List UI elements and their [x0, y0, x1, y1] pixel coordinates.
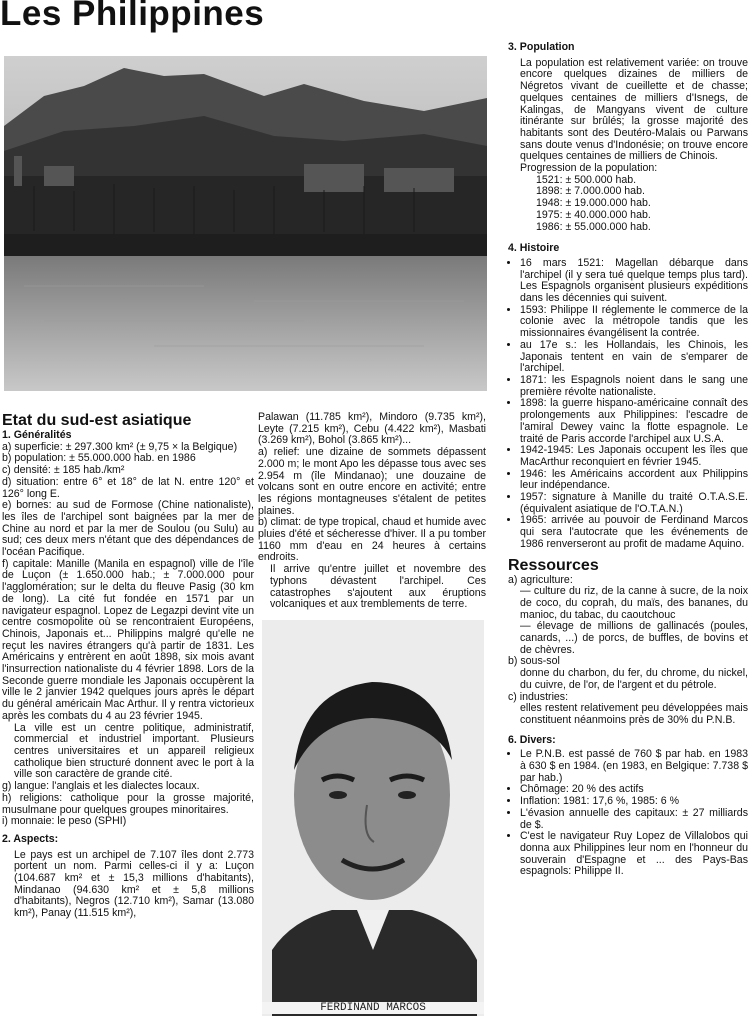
res-industries: c) industries: — [508, 690, 569, 703]
res-sous-sol: b) sous-sol — [508, 655, 560, 668]
section-histoire: 4. Histoire — [508, 242, 560, 255]
res-elevage: — élevage de millions de gallinacés (poules, canards, ...) de porcs, de buffles, de bovins et de chèvres. — [520, 620, 748, 656]
section-generalites: 1. Généralités — [2, 429, 72, 441]
gen-ville: La ville est un centre politique, administratif, commercial et industriel important. Plusieurs centres universitaires et un appareil religieux catholique bien structuré donnent avec le port à la ville son caractère de grande cité. — [14, 721, 254, 781]
history-item: • 1898: la guerre hispano-américaine connaît des prolongements aux Philippines: l'escadre de l'amiral Dewey vainc la flotte espagnole. Le traité de Paris accorde l'archipel aux U.S.A. — [520, 398, 748, 445]
history-item: • 16 mars 1521: Magellan débarque dans l'archipel (il y sera tué quelque temps plus tard). Les Espagnols organisent plusieurs expéditions dans les décennies qui suivent. — [520, 258, 748, 305]
divers-item: • Inflation: 1981: 17,6 %, 1985: 6 % — [520, 796, 748, 808]
page-title: Les Philippines — [0, 0, 265, 33]
section-ressources: Ressources — [508, 556, 599, 574]
progression-row: 1975: ± 40.000.000 hab. — [536, 208, 651, 221]
divers-item: • L'évasion annuelle des capitaux: ± 27 milliards de $. — [520, 808, 748, 831]
islands-text: Palawan (11.785 km²), Mindoro (9.735 km²), Leyte (7.215 km²), Cebu (4.422 km²), Masbati (3.269 km²), Bohol (3.865 km²)... — [258, 411, 486, 447]
progression-row: 1898: ± 7.000.000 hab. — [536, 185, 645, 198]
res-cultures: — culture du riz, de la canne à sucre, de la noix de coco, du coprah, du maïs, des bananes, du manioc, du tabac, du caoutchouc — [520, 585, 748, 621]
relief-text: a) relief: une dizaine de sommets dépassent 2.000 m; le mont Apo les dépasse tous avec ses 2.954 m (île Mindanao); une douzaine de volcans sont en outre encore en activité; entre les régions montagneuses s'étalent de petites plaines. — [258, 446, 486, 517]
photo-caption: FERDINAND MARCOS — [262, 1002, 484, 1014]
history-item: • au 17e s.: les Hollandais, les Chinois, les Japonais tentent en vain de s'emparer de l'archipel. — [520, 340, 748, 375]
typhons-text: Il arrive qu'entre juillet et novembre des typhons dévastent l'archipel. Ces catastrophes s'ajoutent aux éruptions volcaniques et aux tremblements de terre. — [270, 563, 486, 611]
res-industries-text: elles restent relativement peu développées mais constituent néanmoins près de 30% du P.N.B. — [520, 702, 748, 726]
gen-densite: c) densité: ± 185 hab./km² — [2, 464, 125, 477]
gen-monnaie: i) monnaie: le peso (SPHI) — [2, 815, 127, 828]
column-1 — [2, 412, 254, 920]
gen-situation: d) situation: entre 6° et 18° de lat N. entre 120° et 126° long E. — [2, 475, 254, 500]
section-divers: 6. Divers: — [508, 733, 556, 746]
divers-item: • Chômage: 20 % des actifs — [520, 784, 748, 796]
population-text: La population est relativement variée: on trouve encore quelques dizaines de milliers de Négretos vivant de cueillette et de chasse; quelques centaines de milliers d'Isnegs, de Kalingas, de Mangyans vivent de culture itinérante sur brûlés; la grosse majorité des habitants sont des Deutéro-Malais ou Parwans sans doute venus d'Indonésie; on trouve encore quelques centaines de milliers de Chinois. — [520, 56, 748, 163]
gen-superficie: a) superficie: ± 297.300 km² (± 9,75 × la Belgique) — [2, 440, 238, 453]
subtitle: Etat du sud-est asiatique — [2, 412, 192, 429]
progression-title: Progression de la population: — [520, 162, 658, 175]
section-population: 3. Population — [508, 41, 575, 53]
history-item: • 1957: signature à Manille du traité O.T.A.S.E. (équivalent asiatique de l'O.T.A.N.) — [520, 492, 748, 515]
history-item: • 1942-1945: Les Japonais occupent les îles que MacArthur reconquiert en février 1945. — [520, 445, 748, 468]
history-item: • 1965: arrivée au pouvoir de Ferdinand Marcos qui sera l'autocrate que les événements de 1986 renverseront au profit de madame Aquino. — [520, 515, 748, 550]
progression-row: 1521: ± 500.000 hab. — [536, 173, 637, 186]
divers-item: • C'est le navigateur Ruy Lopez de Villalobos qui donna aux Philippines leur nom en l'honneur du souverain d'Espagne et ... des Pays-Bas espagnols: Philippe II. — [520, 831, 748, 878]
res-mines: donne du charbon, du fer, du chrome, du nickel, du cuivre, de l'or, de l'argent et du pétrole. — [520, 667, 748, 691]
column-2 — [258, 412, 486, 611]
history-list — [508, 258, 748, 551]
aspects-text: Le pays est un archipel de 7.107 îles dont 2.773 portent un nom. Parmi celles-ci il y a: Luçon (104.687 km² et ± 15,3 millions d'habitants), Mindanao (94.630 km² et ± 5,8 millions d'habitants), Negros (12.710 km²), Samar (13.080 km²), Panay (11.515 km²), — [14, 848, 254, 920]
res-agriculture: a) agriculture: — [508, 573, 573, 586]
gen-population: b) population: ± 55.000.000 hab. en 1986 — [2, 452, 196, 465]
climat-text: b) climat: de type tropical, chaud et humide avec pluies d'été et sécheresse d'hiver. Il a pu tomber 1160 mm d'eau en 24 heures à certains endroits. — [258, 516, 486, 564]
divers-list — [508, 749, 748, 878]
divers-item: • Le P.N.B. est passé de 760 $ par hab. en 1983 à 630 $ en 1984. (en 1983, en Belgique: 7.738 $ par hab.) — [520, 749, 748, 784]
progression-row: 1986: ± 55.000.000 hab. — [536, 220, 651, 233]
gen-langue: g) langue: l'anglais et les dialectes locaux. — [2, 780, 200, 793]
history-item: • 1871: les Espagnols noient dans le sang une première révolte nationaliste. — [520, 375, 748, 398]
gen-religions: h) religions: catholique pour la grosse majorité, musulmane pour quelques groupes minoritaires. — [2, 791, 254, 816]
marcos-photo — [262, 620, 484, 1016]
section-aspects: 2. Aspects: — [2, 832, 59, 845]
column-3 — [508, 42, 748, 878]
history-item: • 1946: les Américains accordent aux Philippins leur indépendance. — [520, 469, 748, 492]
harbor-photo — [4, 56, 487, 391]
progression-row: 1948: ± 19.000.000 hab. — [536, 197, 651, 210]
history-item: • 1593: Philippe II réglemente le commerce de la colonie avec la métropole tandis que les missionnaires évangélisent la contrée. — [520, 305, 748, 340]
gen-bornes: e) bornes: au sud de Formose (Chine nationaliste), les îles de l'archipel sont baignées par la mer de Chine au nord et par la mer de Soulou (ou Sulu) au sud; ces deux mers n'étant que des dépendances de l'océan Pacifique. — [2, 499, 254, 559]
gen-capitale: f) capitale: Manille (Manila en espagnol) ville de l'île de Luçon (± 1.650.000 hab.; ± 7.000.000 pour l'agglomération; sur le delta du fleuve Pasig (30 km de long). La cité fut fondée en 1571 par un navigateur espagnol. Lopez de Legazpi devint vite un centre cosmopolite où se rencontraient Européens, Chinois, Japonais et... Philippins malgré qu'elle ne reçut les navires étrangers qu'à partir de 1831. Les Américains y entrèrent en août 1898, six mois avant l'insurrection nationaliste du 4 février 1898. Lors de la Seconde guerre mondiale les Japonais occupèrent la ville le 2 janvier 1942 quelques jours après le départ du général américain Mac Arthur. Il y rentra victorieux après les combats du 4 au 23 février 1945. — [2, 557, 254, 722]
